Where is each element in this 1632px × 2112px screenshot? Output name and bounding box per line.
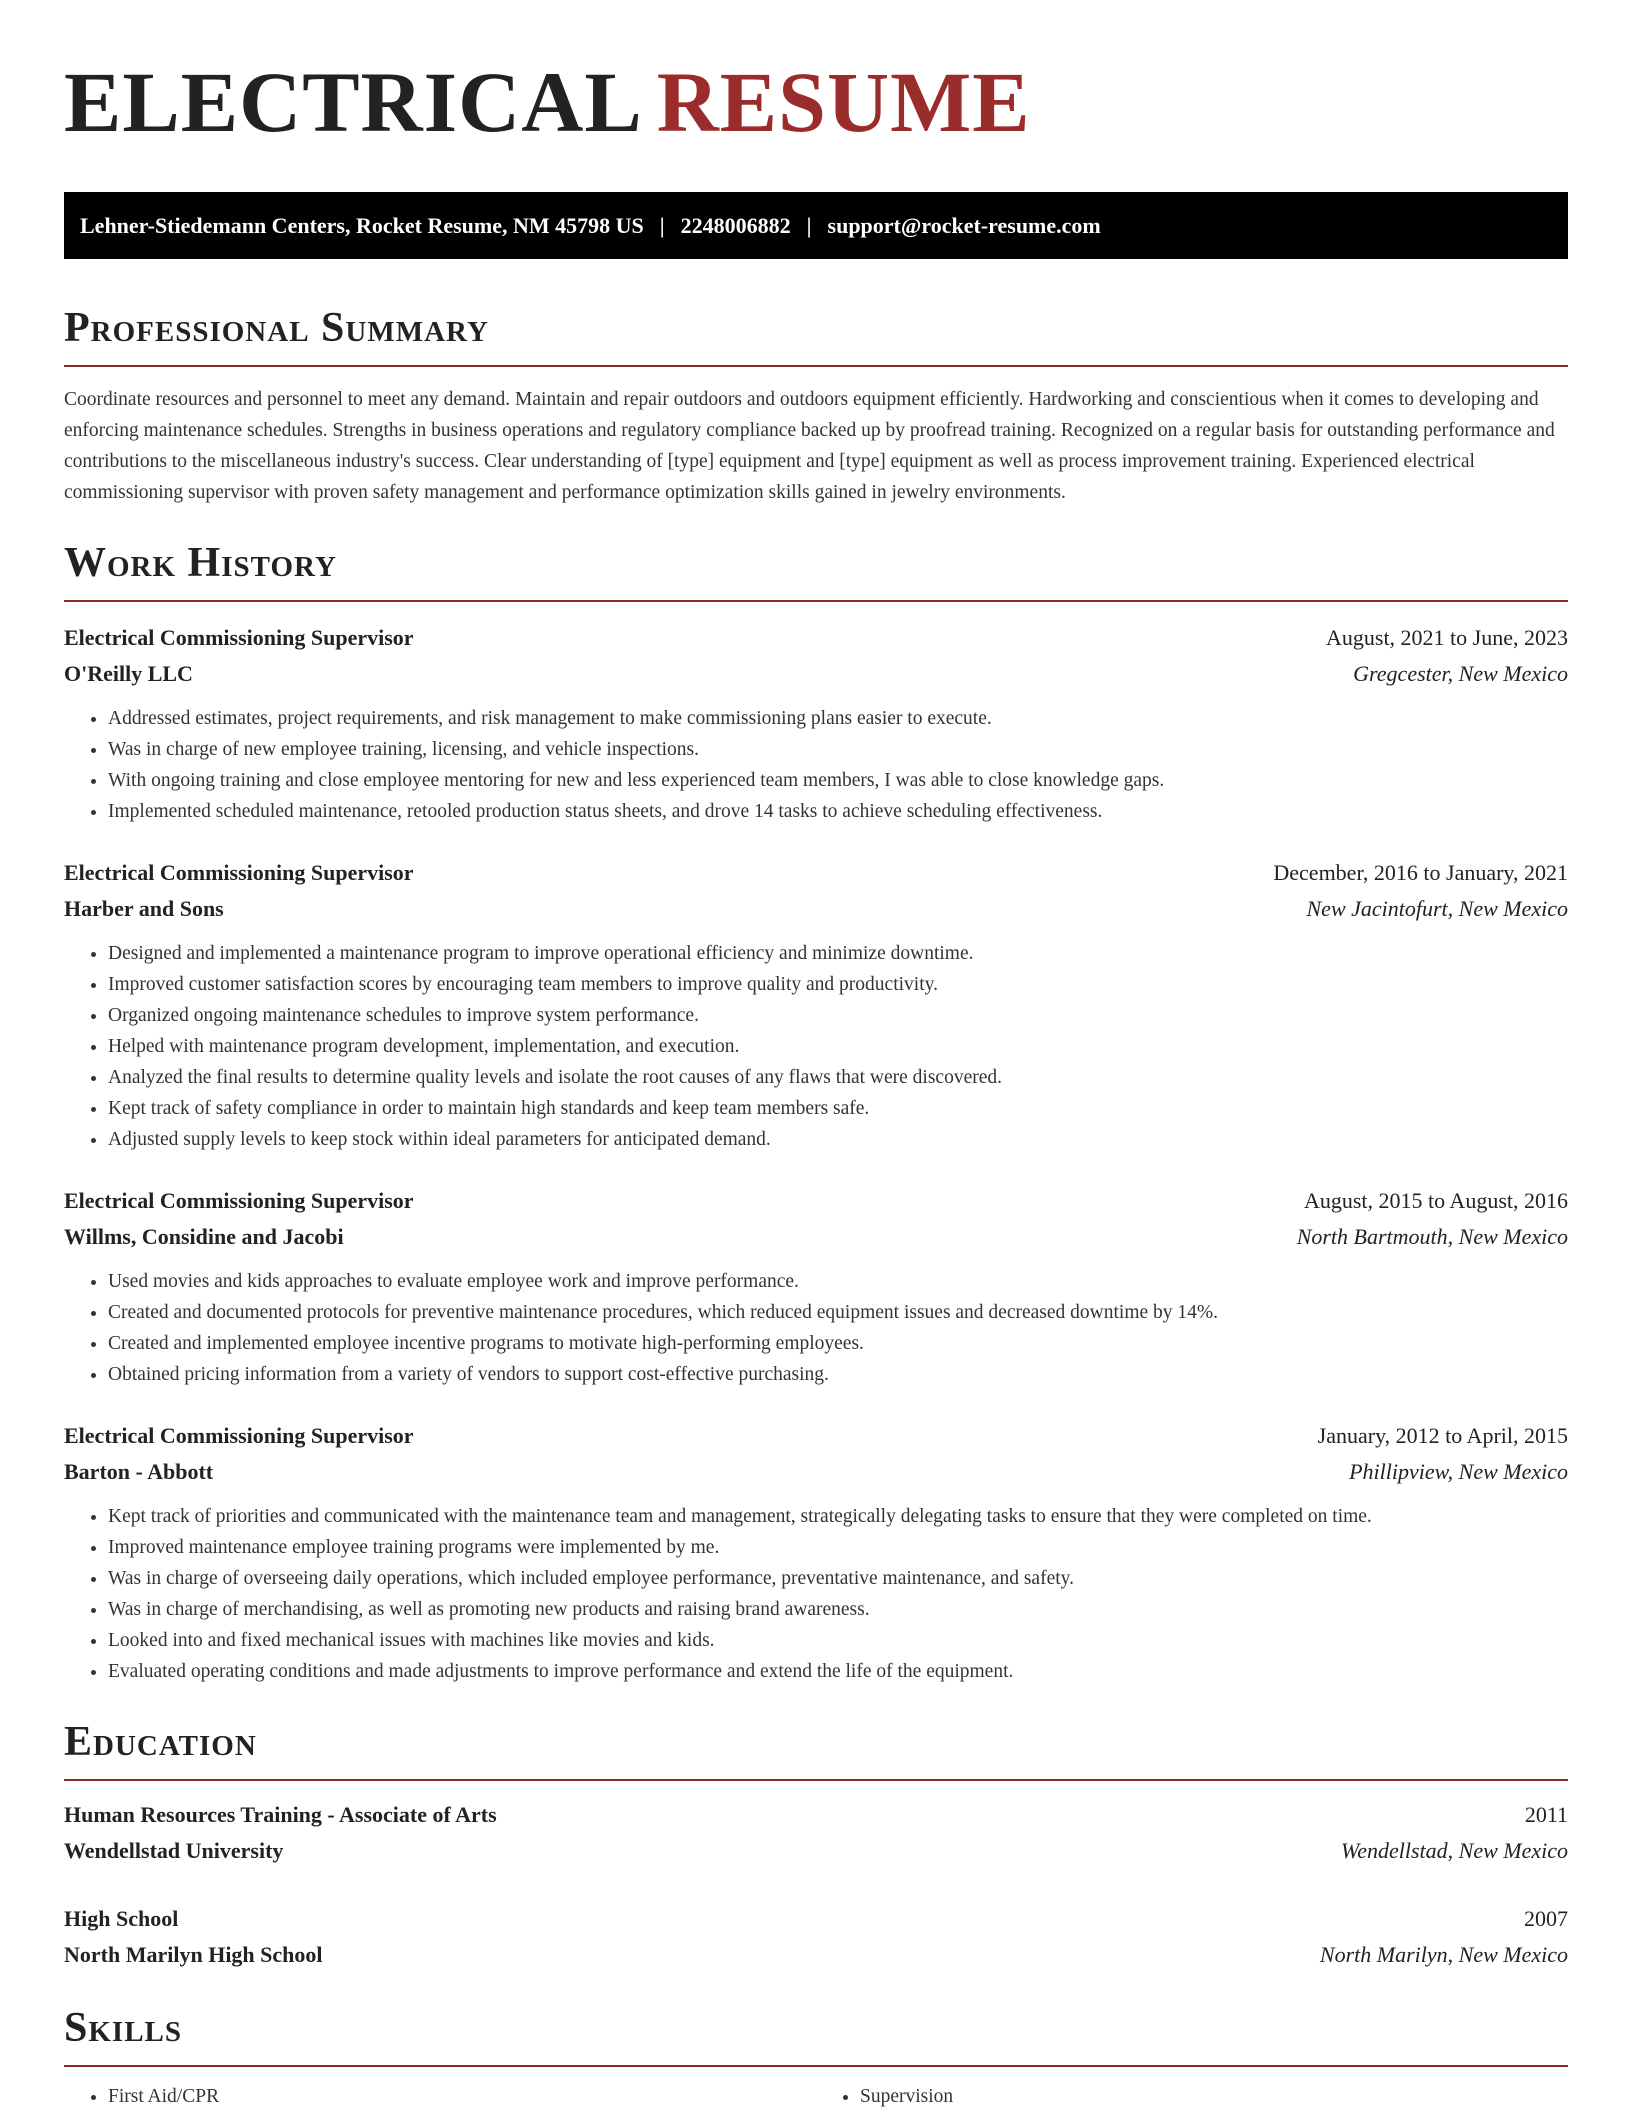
job-bullet: • Kept track of priorities and communicated with the maintenance team and management, strategically delegating tasks to ensure that they were completed on time. <box>108 1501 1568 1532</box>
job-dates: January, 2012 to April, 2015 <box>1317 1423 1568 1448</box>
job-bullet: • With ongoing training and close employee mentoring for new and less experienced team members, I was able to close knowledge gaps. <box>108 765 1568 796</box>
job-dates: August, 2015 to August, 2016 <box>1303 1188 1568 1213</box>
section-title-skills: Skills <box>64 2003 1568 2067</box>
job-bullet: • Obtained pricing information from a variety of vendors to support cost-effective purchasing. <box>108 1359 1568 1390</box>
education-school: Wendellstad University <box>64 1838 284 1863</box>
skills-column-right <box>816 2081 1568 2112</box>
job-bullet: • Was in charge of new employee training, licensing, and vehicle inspections. <box>108 734 1568 765</box>
contact-bar <box>64 192 1568 259</box>
job-bullet: • Was in charge of overseeing daily operations, which included employee performance, preventative maintenance, and safety. <box>108 1563 1568 1594</box>
summary-section <box>64 303 1568 508</box>
education-degree: High School <box>64 1906 179 1931</box>
resume-name <box>64 52 1568 152</box>
job-title: Electrical Commissioning Supervisor <box>64 1188 414 1213</box>
education-year: 2011 <box>1524 1802 1568 1827</box>
job-company: Willms, Considine and Jacobi <box>64 1224 344 1249</box>
job-company: O'Reilly LLC <box>64 661 193 686</box>
job-bullets <box>64 1501 1568 1687</box>
work-history-section <box>64 538 1568 1687</box>
education-school: North Marilyn High School <box>64 1942 323 1967</box>
job-title: Electrical Commissioning Supervisor <box>64 625 414 650</box>
job-entry <box>64 855 1568 1155</box>
job-title: Electrical Commissioning Supervisor <box>64 860 414 885</box>
job-bullet: • Was in charge of merchandising, as well as promoting new products and raising brand awareness. <box>108 1594 1568 1625</box>
job-location: North Bartmouth, New Mexico <box>1296 1224 1568 1249</box>
job-bullet: • Improved customer satisfaction scores by encouraging team members to improve quality and productivity. <box>108 969 1568 1000</box>
job-company: Barton - Abbott <box>64 1459 214 1484</box>
job-bullets <box>64 938 1568 1155</box>
education-location: Wendellstad, New Mexico <box>1340 1838 1568 1863</box>
job-location: New Jacintofurt, New Mexico <box>1306 896 1568 921</box>
job-dates: August, 2021 to June, 2023 <box>1326 625 1568 650</box>
job-bullets <box>64 1266 1568 1390</box>
skill-item: • Supervision <box>860 2081 1568 2112</box>
contact-email: support@rocket-resume.com <box>827 212 1101 238</box>
job-bullet: • Designed and implemented a maintenance program to improve operational efficiency and minimize downtime. <box>108 938 1568 969</box>
job-entry <box>64 620 1568 827</box>
job-company: Harber and Sons <box>64 896 224 921</box>
job-bullet: • Kept track of safety compliance in order to maintain high standards and keep team members safe. <box>108 1093 1568 1124</box>
job-entry <box>64 1418 1568 1687</box>
job-bullets <box>64 703 1568 827</box>
job-bullet: • Addressed estimates, project requirements, and risk management to make commissioning plans easier to execute. <box>108 703 1568 734</box>
job-bullet: • Created and implemented employee incentive programs to motivate high-performing employees. <box>108 1328 1568 1359</box>
contact-address: Lehner-Stiedemann Centers, Rocket Resume, NM 45798 US <box>80 212 644 238</box>
job-bullet: • Evaluated operating conditions and made adjustments to improve performance and extend the life of the equipment. <box>108 1656 1568 1687</box>
education-section <box>64 1717 1568 1973</box>
job-bullet: • Created and documented protocols for preventive maintenance procedures, which reduced equipment issues and decreased downtime by 14%. <box>108 1297 1568 1328</box>
job-location: Phillipview, New Mexico <box>1349 1459 1568 1484</box>
name-first: ELECTRICAL <box>64 54 643 150</box>
education-location: North Marilyn, New Mexico <box>1319 1942 1568 1967</box>
section-title-education: Education <box>64 1717 1568 1781</box>
job-entry <box>64 1183 1568 1390</box>
summary-text: Coordinate resources and personnel to meet any demand. Maintain and repair outdoors and outdoors equipment efficiently. Hardworking and conscientious when it comes to developing and enforcing maintenance schedules. Strengths in business operations and regulatory compliance backed up by proofread training. Recognized on a regular basis for outstanding performance and contributions to the miscellaneous industry's success. Clear understanding of [type] equipment and [type] equipment as well as process improvement training. Experienced electrical commissioning supervisor with proven safety management and performance optimization skills gained in jewelry environments. <box>64 389 1555 503</box>
job-bullet: • Analyzed the final results to determine quality levels and isolate the root causes of any flaws that were discovered. <box>108 1062 1568 1093</box>
skills-column-left <box>64 2081 816 2112</box>
job-dates: December, 2016 to January, 2021 <box>1273 860 1568 885</box>
education-degree: Human Resources Training - Associate of Arts <box>64 1802 497 1827</box>
job-bullet: • Implemented scheduled maintenance, retooled production status sheets, and drove 14 tasks to achieve scheduling effectiveness. <box>108 796 1568 827</box>
education-year: 2007 <box>1524 1906 1568 1931</box>
section-title-summary: Professional Summary <box>64 303 1568 367</box>
skills-section <box>64 2003 1568 2112</box>
job-bullet: • Adjusted supply levels to keep stock within ideal parameters for anticipated demand. <box>108 1124 1568 1155</box>
skills-list <box>64 2081 1568 2112</box>
education-entry <box>64 1797 1568 1869</box>
job-bullet: • Improved maintenance employee training programs were implemented by me. <box>108 1532 1568 1563</box>
name-last: RESUME <box>656 54 1031 150</box>
section-title-work: Work History <box>64 538 1568 602</box>
education-entry <box>64 1901 1568 1973</box>
job-bullet: • Organized ongoing maintenance schedules to improve system performance. <box>108 1000 1568 1031</box>
contact-separator: | <box>806 212 812 238</box>
job-bullet: • Looked into and fixed mechanical issues with machines like movies and kids. <box>108 1625 1568 1656</box>
job-bullet: • Helped with maintenance program development, implementation, and execution. <box>108 1031 1568 1062</box>
job-title: Electrical Commissioning Supervisor <box>64 1423 414 1448</box>
contact-phone: 2248006882 <box>680 212 791 238</box>
skill-item: • First Aid/CPR <box>108 2081 816 2112</box>
job-location: Gregcester, New Mexico <box>1353 661 1568 686</box>
job-bullet: • Used movies and kids approaches to evaluate employee work and improve performance. <box>108 1266 1568 1297</box>
contact-separator: | <box>659 212 665 238</box>
